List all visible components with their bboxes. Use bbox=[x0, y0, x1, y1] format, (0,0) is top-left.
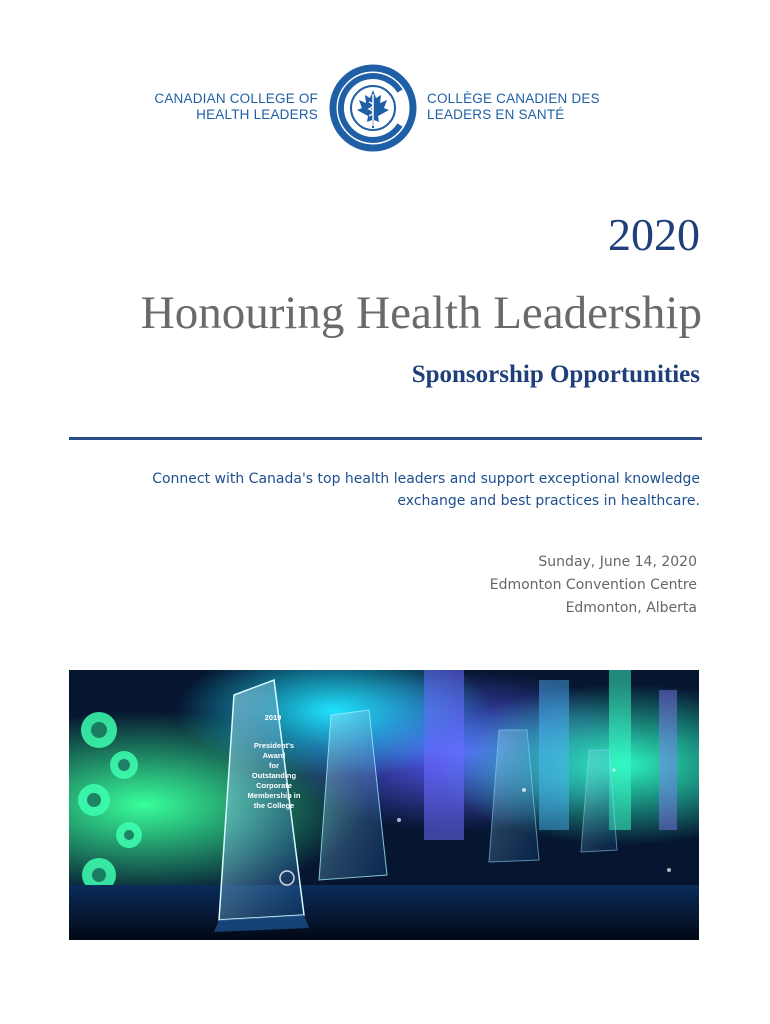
event-date: Sunday, June 14, 2020 bbox=[538, 554, 697, 570]
trophy-year: 2019 bbox=[264, 713, 282, 722]
org-name-fr-line2: LEADERS EN SANTÉ bbox=[427, 107, 565, 122]
trophy-line2: Award bbox=[262, 751, 286, 760]
event-venue: Edmonton Convention Centre bbox=[489, 577, 697, 593]
org-name-fr-line1: COLLÈGE CANADIEN DES bbox=[427, 91, 600, 106]
trophy-line6: Membership in bbox=[247, 791, 301, 800]
intro-text bbox=[100, 468, 700, 512]
page-subtitle: Sponsorship Opportunities bbox=[411, 361, 700, 388]
org-name-french bbox=[427, 91, 600, 123]
page-title: Honouring Health Leadership bbox=[140, 287, 702, 339]
org-name-en-line2: HEALTH LEADERS bbox=[196, 107, 318, 122]
college-logo-icon bbox=[329, 64, 417, 152]
divider bbox=[69, 437, 702, 440]
event-city: Edmonton, Alberta bbox=[565, 600, 697, 616]
trophy-line4: Outstanding bbox=[251, 771, 297, 780]
intro-line1: Connect with Canada's top health leaders and support exceptional knowledge bbox=[152, 471, 700, 487]
intro-line2: exchange and best practices in healthcare. bbox=[397, 493, 700, 509]
event-details bbox=[490, 551, 697, 620]
trophy-line5: Corporate bbox=[256, 781, 292, 790]
event-year: 2020 bbox=[608, 209, 700, 260]
trophy-line7: the College bbox=[253, 801, 295, 810]
org-name-english bbox=[154, 91, 318, 123]
trophy-line1: President's bbox=[253, 741, 295, 750]
header bbox=[0, 64, 770, 154]
trophy-line3: for bbox=[269, 761, 279, 770]
org-name-en-line1: CANADIAN COLLEGE OF bbox=[154, 91, 318, 106]
award-photo bbox=[69, 670, 699, 940]
